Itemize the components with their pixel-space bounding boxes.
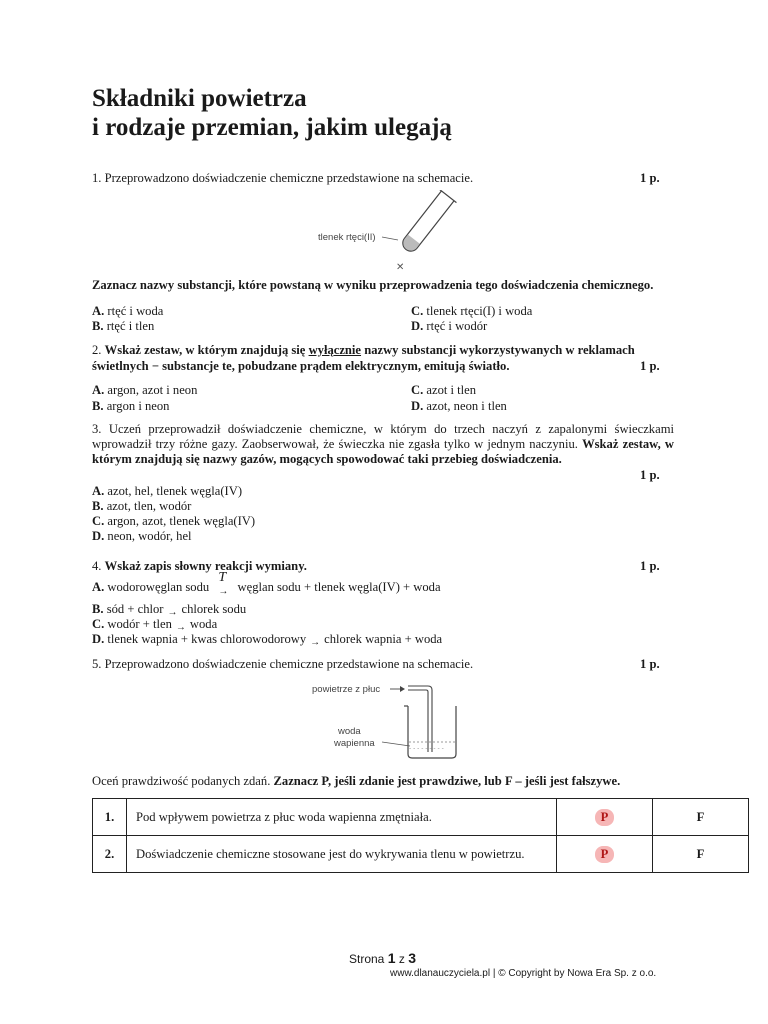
q4-answer-b[interactable]: B. sód + chlor → chlorek sodu — [92, 602, 247, 618]
q1-answer-b[interactable]: B. rtęć i tlen — [92, 319, 155, 333]
q4-answer-d[interactable]: D. tlenek wapnia + kwas chlorowodorowy → chlorek wapnia + woda — [92, 632, 443, 648]
statement-text: Doświadczenie chemiczne stosowane jest do wykrywania tlenu w powietrzu. — [127, 836, 557, 873]
q5-beaker-figure — [300, 676, 480, 764]
row-number: 2. — [93, 836, 127, 873]
test-tube — [397, 190, 456, 256]
arrow-icon — [400, 686, 405, 692]
q5-instruction: Oceń prawdziwość podanych zdań. Zaznacz P, jeśli zdanie jest prawdziwe, lub F – jeśli jest fałszywe. — [92, 774, 621, 788]
q3-answer-b[interactable]: B. azot, tlen, wodór — [92, 499, 192, 513]
q2-answer-c[interactable]: C. azot i tlen — [411, 383, 477, 397]
row-number: 1. — [93, 799, 127, 836]
reaction-arrow-icon: → — [167, 607, 178, 618]
q3-answer-a[interactable]: A. azot, hel, tlenek węgla(IV) — [92, 484, 243, 498]
page-title — [92, 84, 452, 142]
q2-answer-a[interactable]: A. argon, azot i neon — [92, 383, 198, 397]
q2-answer-d[interactable]: D. azot, neon i tlen — [411, 399, 507, 413]
option-true-badge[interactable]: P — [595, 846, 615, 863]
option-true-cell[interactable] — [557, 799, 653, 836]
q2-text: 2. Wskaż zestaw, w którym znajdują się wyłącznie nazwy substancji wykorzystywanych w reklamach — [92, 343, 635, 357]
q1-answer-a[interactable]: A. rtęć i woda — [92, 304, 164, 318]
flame-icon: ✕ — [396, 262, 405, 272]
q1-answer-d[interactable]: D. rtęć i wodór — [411, 319, 488, 333]
page-indicator: Strona 1 z 3 — [349, 950, 416, 966]
reaction-arrow-icon: → — [175, 622, 186, 633]
q3-text: 3. Uczeń przeprowadził doświadczenie chemiczne, w którym do trzech naczyń z zapalonymi świeczkami wprowadził trzy różne gazy. Zaobserwował, że świeczka nie zgasła tylko w jednym naczyniu. Wskaż zestaw, w którym znajdują się nazwy gazów, mogących spowodować taki przebieg doświadczenia. — [92, 422, 674, 466]
q3-answer-d[interactable]: D. neon, wodór, hel — [92, 529, 192, 543]
table-row — [93, 799, 749, 836]
q1-answer-c[interactable]: C. tlenek rtęci(I) i woda — [411, 304, 533, 318]
title-line-1: Składniki powietrza — [92, 85, 307, 112]
option-true-cell[interactable] — [557, 836, 653, 873]
option-true-badge[interactable]: P — [595, 809, 615, 826]
q2-points: 1 p. — [640, 359, 660, 373]
q2-answer-b[interactable]: B. argon i neon — [92, 399, 170, 413]
q4-answer-a[interactable]: A. wodorowęglan sodu T $_\to$ węglan sodu + tlenek węgla(IV) + woda — [92, 570, 441, 597]
q4-answer-c[interactable]: C. wodór + tlen → woda — [92, 617, 218, 633]
q1-instruction: Zaznacz nazwy substancji, które powstaną w wyniku przeprowadzenia tego doświadczenia chemicznego. — [92, 278, 654, 292]
q3-answer-c[interactable]: C. argon, azot, tlenek węgla(IV) — [92, 514, 256, 528]
q5-points: 1 p. — [640, 657, 660, 671]
option-false-cell[interactable]: F — [653, 836, 749, 873]
reaction-arrow-icon: → — [310, 637, 321, 648]
q4-arrow-T: T $_\to$ — [218, 570, 229, 597]
true-false-table — [92, 798, 749, 873]
copyright-footer: www.dlanauczyciela.pl | © Copyright by Nowa Era Sp. z o.o. — [390, 968, 657, 979]
statement-text: Pod wpływem powietrza z płuc woda wapienna zmętniała. — [127, 799, 557, 836]
q1-figure-label: tlenek rtęci(II) — [318, 232, 376, 243]
q2-text-line2: świetlnych − substancje te, pobudzane prądem elektrycznym, emitują światło. — [92, 359, 510, 373]
q1-text: 1. Przeprowadzono doświadczenie chemiczne przedstawione na schemacie. — [92, 171, 474, 185]
q1-points: 1 p. — [640, 171, 660, 185]
table-row — [93, 836, 749, 873]
q1-label-line — [382, 237, 398, 240]
q1-test-tube-figure — [300, 190, 470, 272]
q5-label-water2: wapienna — [334, 738, 375, 749]
option-false-cell[interactable]: F — [653, 799, 749, 836]
q4-points: 1 p. — [640, 559, 660, 573]
q5-label-water1: woda — [338, 726, 361, 737]
q5-text: 5. Przeprowadzono doświadczenie chemiczne przedstawione na schemacie. — [92, 657, 474, 671]
q5-label-air: powietrze z płuc — [312, 684, 381, 695]
svg-text:- - - - - - - - -: - - - - - - - - - — [409, 745, 444, 752]
q3-points: 1 p. — [640, 468, 660, 482]
title-line-2: i rodzaje przemian, jakim ulegają — [92, 114, 452, 141]
q4-text: 4. Wskaż zapis słowny reakcji wymiany. — [92, 559, 307, 573]
